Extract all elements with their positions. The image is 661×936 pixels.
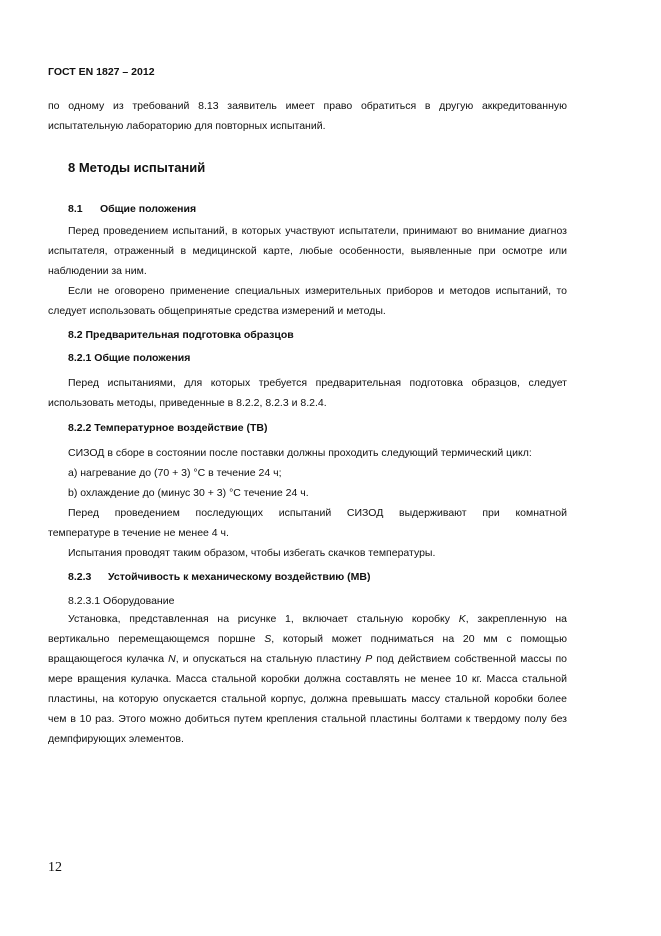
section-8-2-3-title: Устойчивость к механическому воздействию (МВ) (108, 571, 371, 583)
section-8-1-heading (68, 203, 196, 215)
word: испытаний (278, 507, 332, 519)
section-8-2-1-paragraph: Перед испытаниями, для которых требуется предварительная подготовка образцов, следует использовать методы, приведенные в 8.2.2, 8.2.3 и 8.2.4. (48, 377, 567, 409)
section-8-2-1-heading: 8.2.1 Общие положения (68, 352, 191, 364)
section-8-2-2-paragraph-3: Испытания проводят таким образом, чтобы избегать скачков температуры. (68, 547, 436, 559)
section-8-2-2-paragraph-2-line-1 (68, 503, 567, 523)
document-header: ГОСТ EN 1827 – 2012 (48, 66, 155, 78)
section-8-1-title: Общие положения (100, 203, 197, 215)
intro-paragraph: по одному из требований 8.13 заявитель имеет право обратиться в другую аккредитованную испытательную лабораторию для повторных испытаний. (48, 100, 567, 132)
word: СИЗОД (346, 507, 384, 519)
section-8-1-paragraph-1: Перед проведением испытаний, в которых участвуют испытатели, принимают во внимание диагноз испытателя, отраженный в медицинской карте, любые особенности, выявленные при осмотре или наблюдении за ним. (48, 225, 567, 277)
page-number: 12 (48, 860, 62, 875)
section-8-2-heading: 8.2 Предварительная подготовка образцов (68, 329, 294, 341)
section-8-1-number: 8.1 (68, 203, 83, 215)
list-item-a: a) нагревание до (70 + 3) °С в течение 24 ч; (68, 467, 282, 479)
section-8-heading: 8 Методы испытаний (68, 160, 206, 175)
word: при (482, 507, 500, 519)
word: выдерживают (399, 507, 467, 519)
section-8-2-3-heading (68, 571, 370, 583)
section-8-2-2-heading: 8.2.2 Температурное воздействие (ТВ) (68, 422, 268, 434)
section-8-1-paragraph-2: Если не оговорено применение специальных измерительных приборов и методов испытаний, то следует использовать общепринятые средства измерений и методы. (48, 285, 567, 317)
section-8-2-3-1-heading: 8.2.3.1 Оборудование (68, 595, 175, 607)
label-s: S (264, 633, 272, 645)
word: Перед (68, 507, 99, 519)
section-8-2-3-1-paragraph: Установка, представленная на рисунке 1, включает стальную коробку K, закрепленную на вертикально перемещающемся поршне S, который может подниматься на 20 мм с помощью вращающегося кулачка N, и опускаться на стальную пластину P под действием собственной массы по мере вращения кулачка. Масса стальной коробки должна составлять не менее 10 кг. Масса стальной пластины, на которую опускается стальной корпус, должна превышать массу стальной коробки более чем в 10 раз. Этого можно добиться путем крепления стальной пластины болтами к твердому полу без демпфирующих элементов. (48, 613, 568, 745)
section-8-2-3-number: 8.2.3 (68, 571, 92, 583)
list-item-b: b) охлаждение до (минус 30 + 3) °С течение 24 ч. (68, 487, 309, 499)
label-k: K (458, 613, 466, 625)
label-n: N (168, 653, 176, 665)
word: комнатной (515, 507, 567, 519)
section-8-2-2-paragraph-2-line-2: температуре в течение не менее 4 ч. (48, 527, 229, 539)
label-p: P (365, 653, 373, 665)
word: проведением (114, 507, 180, 519)
word: последующих (195, 507, 264, 519)
section-8-2-2-paragraph-1: СИЗОД в сборе в состоянии после поставки должны проходить следующий термический цикл: (68, 447, 532, 459)
